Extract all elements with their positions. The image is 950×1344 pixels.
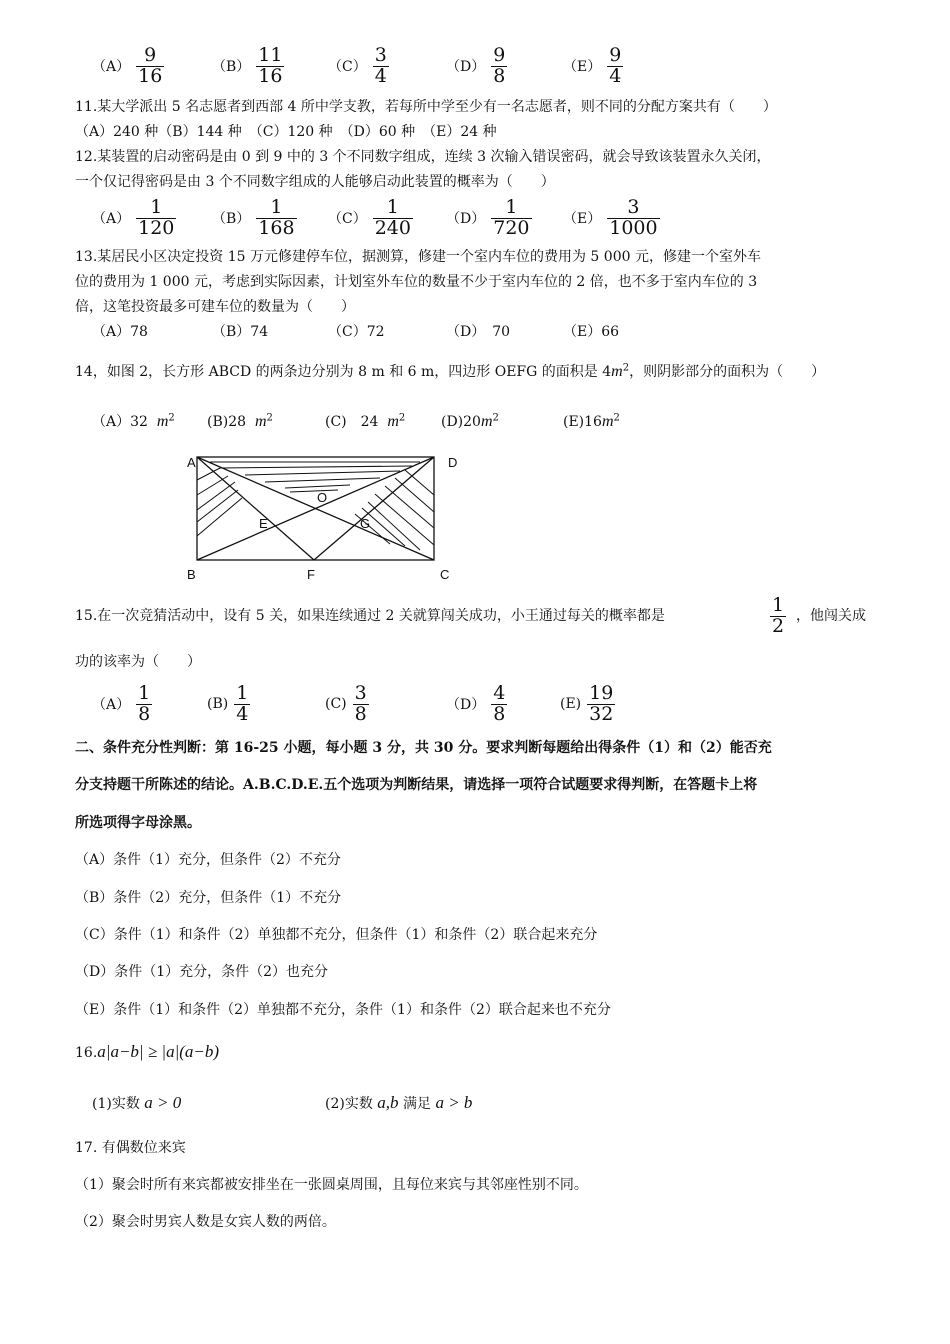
option-label: （C） [328,59,367,76]
q12-option-e [563,198,660,239]
q15-half [770,596,786,637]
option-label: (C) 24 [325,414,379,430]
figure-label-e: E [259,516,268,531]
numerator: 1 [270,196,283,218]
q10-option-c [328,46,389,87]
denominator: 4 [374,64,387,87]
figure-label-o: O [317,490,328,505]
q11-text: 11.某大学派出 5 名志愿者到西部 4 所中学支教，若每所中学至少有一名志愿者，则不同的分配方案共有（ ） [75,99,777,115]
q13-line2: 位的费用为 1 000 元，考虑到实际因素，计划室外车位的数量不少于室内车位的 2 倍，也不多于室内车位的 3 [75,274,758,290]
q13-line1: 13.某居民小区决定投资 15 万元修建停车位，据测算，修建一个室内车位的费用为 5 000 元，修建一个室外车 [75,249,761,265]
q16-label: 16. [75,1045,98,1061]
option-label: （A） [92,697,131,714]
denominator: 168 [258,216,295,239]
unit: m [254,413,267,430]
option-label: (B) [207,696,229,713]
q13-option-e: （E）66 [563,324,620,340]
condition-label: (2)实数 [325,1096,373,1112]
condition-math: a > 0 [144,1093,182,1112]
q14-text-a: 14，如图 2，长方形 ABCD 的两条边分别为 8 m 和 6 m，四边形 OEFG 的面积是 4 [75,364,612,380]
fraction [491,684,507,725]
unit: m [601,413,614,430]
option-label: （E） [563,211,602,228]
fraction [353,684,369,725]
numerator: 9 [493,44,506,66]
condition-vars: a,b [377,1093,399,1112]
q13-option-b: （B）74 [212,324,269,340]
q15-option-a [92,684,152,725]
q13-line3: 倍，这笔投资最多可建车位的数量为（ ） [75,299,355,315]
option-label: (C) [325,696,347,713]
option-label: （D） [446,59,486,76]
denominator: 8 [493,64,506,87]
unit: m [387,413,399,430]
choice-e: （E）条件（1）和条件（2）单独都不充分，条件（1）和条件（2）联合起来也不充分 [75,1002,611,1018]
section2-line2: 分支持题干所陈述的结论。A.B.C.D.E.五个选项为判断结果，请选择一项符合试题要求得判断，在答题卡上将 [75,777,758,793]
q10-option-b [212,46,284,87]
figure-label-b: B [187,567,196,582]
q16-condition-2 [325,1093,472,1113]
q13-option-c: （C）72 [328,324,385,340]
q16-expression: a|a−b| ≥ |a|(a−b) [97,1042,220,1061]
option-label: （E） [563,59,602,76]
option-label: (E) [560,696,582,713]
right-hatching [355,470,434,550]
q14-option-e: $(E)16m^2$ [563,412,620,430]
fraction [770,596,786,637]
q15-option-d [446,684,507,725]
section2-line3: 所选项得字母涂黑。 [75,815,201,831]
option-label: （B） [212,59,251,76]
section2-line1: 二、条件充分性判断：第 16-25 小题，每小题 3 分，共 30 分。要求判断每题给出得条件（1）和（2）能否充 [75,740,772,756]
choice-b: （B）条件（2）充分，但条件（1）不充分 [75,890,342,906]
q10-option-e [563,46,623,87]
q10-option-a [92,46,164,87]
condition-label: (1)实数 [92,1096,140,1112]
condition-math: a > b [435,1093,473,1112]
numerator: 3 [354,682,367,704]
q12-option-d [446,198,532,239]
fraction [373,198,413,239]
q17-condition-1: （1）聚会时所有来宾都被安排坐在一张圆桌周围，且每位来宾与其邻座性别不同。 [75,1177,588,1193]
q15-option-b [207,684,250,725]
q14-option-c: (C) 24 $m^2$ [325,412,406,430]
fraction [256,198,296,239]
option-label: （A）32 [92,414,148,430]
numerator: 9 [144,44,157,66]
choice-a: （A）条件（1）充分，但条件（2）不充分 [75,852,341,868]
option-label: （A） [92,211,131,228]
denominator: 8 [354,702,367,725]
figure-label-a: A [187,455,196,470]
q16-statement [75,1042,219,1062]
q14-option-a: （A）32 $m^2$ [92,412,175,430]
option-label: (D)20 [441,414,481,430]
q12-option-c [328,198,413,239]
denominator: 120 [138,216,175,239]
q14-option-b: (B)28 $m^2$ [207,412,273,430]
rectangle-figure [190,450,450,590]
option-label: （B） [212,211,251,228]
q12-line2: 一个仅记得密码是由 3 个不同数字组成的人能够启动此装置的概率为（ ） [75,174,555,190]
q10-option-d [446,46,507,87]
q12-option-b [212,198,297,239]
denominator: 16 [138,64,163,87]
fraction [136,198,176,239]
numerator: 1 [138,682,151,704]
q15-text-b: ，他闯关成 [796,608,866,624]
q14-text: 14，如图 2，长方形 ABCD 的两条边分别为 8 m 和 6 m，四边形 OEFG 的面积是 $4m^2$，则阴影部分的面积为（ ） [75,362,826,380]
unit: m [611,363,623,380]
numerator: 3 [627,196,640,218]
q17-title: 17. 有偶数位来宾 [75,1140,186,1156]
q15-text-a: 15.在一次竞猜活动中，设有 5 关，如果连续通过 2 关就算闯关成功，小王通过每关的概率都是 [75,608,665,624]
numerator: 1 [150,196,163,218]
denominator: 720 [493,216,530,239]
denominator: 8 [138,702,151,725]
fraction [607,198,659,239]
numerator: 1 [772,594,785,616]
fraction [607,46,623,87]
numerator: 1 [386,196,399,218]
q12-option-a [92,198,176,239]
denominator: 2 [772,614,785,637]
fraction [373,46,389,87]
q13-option-d: （D） 70 [446,324,511,340]
numerator: 3 [374,44,387,66]
denominator: 1000 [609,216,658,239]
q15-option-c [325,684,369,725]
fraction [587,684,615,725]
fraction [136,46,164,87]
option-label: （D） [446,697,486,714]
denominator: 4 [609,64,622,87]
denominator: 8 [493,702,506,725]
fraction [491,198,531,239]
numerator: 11 [258,44,283,66]
unit: m [480,413,493,430]
option-label: (B)28 [207,414,247,430]
numerator: 1 [505,196,518,218]
numerator: 9 [609,44,622,66]
q12-line1: 12.某装置的启动密码是由 0 到 9 中的 3 个不同数字组成，连续 3 次输入错误密码，就会导致该装置永久关闭， [75,149,771,165]
q14-option-d: $(D)20m^2$ [441,412,499,430]
numerator: 4 [493,682,506,704]
condition-mid: 满足 [403,1096,431,1112]
figure-label-f: F [307,567,315,582]
numerator: 1 [236,682,249,704]
figure-label-g: G [360,516,371,531]
fraction [491,46,507,87]
option-label: （A） [92,59,131,76]
option-label: （C） [328,211,367,228]
q15-option-e [560,684,615,725]
fraction [256,46,284,87]
unit: m [156,413,169,430]
option-label: (E)16 [563,414,602,430]
figure-label-c: C [440,567,450,582]
denominator: 240 [374,216,411,239]
q11-options: （A）240 种（B）144 种 （C）120 种 （D）60 种 （E）24 种 [75,124,497,140]
q16-condition-1 [92,1093,181,1113]
numerator: 19 [589,682,614,704]
choice-c: （C）条件（1）和条件（2）单独都不充分，但条件（1）和条件（2）联合起来充分 [75,927,598,943]
denominator: 4 [236,702,249,725]
option-label: （D） [446,211,486,228]
q17-condition-2: （2）聚会时男宾人数是女宾人数的两倍。 [75,1214,336,1230]
q13-option-a: （A）78 [92,324,148,340]
denominator: 16 [258,64,283,87]
fraction [136,684,152,725]
denominator: 32 [589,702,614,725]
fraction [234,684,250,725]
q14-text-b: ，则阴影部分的面积为（ ） [629,364,826,380]
choice-d: （D）条件（1）充分，条件（2）也充分 [75,964,329,980]
q15-line2: 功的该率为（ ） [75,654,201,670]
left-hatching [197,468,242,536]
figure-label-d: D [448,455,458,470]
